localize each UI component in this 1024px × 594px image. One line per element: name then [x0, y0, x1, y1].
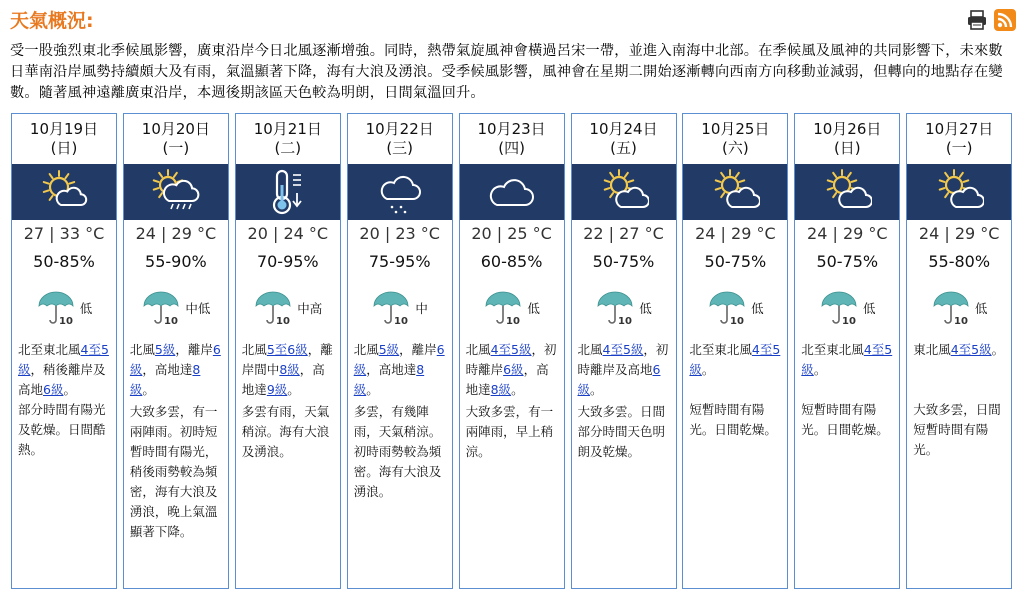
forecast-day [571, 113, 677, 589]
wind-forecast [466, 340, 561, 400]
forecast-day [235, 113, 341, 589]
umbrella-psr-icon [931, 290, 971, 326]
umbrella-psr-icon [595, 290, 635, 326]
forecast-date [12, 120, 116, 158]
thermometer-cold-icon [263, 167, 313, 217]
umbrella-psr-icon [483, 290, 523, 326]
sunny-intervals-icon [710, 167, 760, 217]
forecast-date [124, 120, 228, 158]
wind-text: ，高地達 [366, 362, 417, 377]
beaufort-scale-link[interactable]: 5級 [378, 342, 400, 357]
wind-forecast [801, 340, 896, 380]
date-label: 10月21日 [253, 120, 322, 138]
weekday-label: (一) [162, 139, 190, 157]
wind-text: ，高地達 [241, 362, 325, 397]
wind-text: ，初時離岸 [465, 342, 557, 377]
weekday-label: (日) [833, 139, 861, 157]
wind-text: 。 [366, 382, 379, 397]
weekday-label: (三) [386, 139, 414, 157]
forecast-day [459, 113, 565, 589]
weather-description: 大致多雲，有一兩陣雨。初時短暫時間有陽光，稍後雨勢較為頻密，海有大浪及湧浪，晚上氣溫顯著下降。 [129, 404, 218, 539]
outlook-description: 受一股強烈東北季候風影響，廣東沿岸今日北風逐漸增強。同時，熱帶氣旋風神會橫過呂宋一帶，並進入南海中北部。在季候風及風神的共同影響下，未來數日華南沿岸風勢持續頗大及有雨，氣溫顯著下降，海有大浪及湧浪。受季候風影響，風神會在星期二開始逐漸轉向西南方向移動並減弱，但轉向的地點存在變數。隨著風神遠離廣東沿岸，本週後期該區天色較為明朗，日間氣溫回升。 [10, 43, 1003, 101]
wind-text: 。 [142, 382, 155, 397]
rain-probability-label: 低 [639, 301, 652, 316]
beaufort-scale-link[interactable]: 8級 [353, 362, 425, 397]
header-actions [966, 9, 1016, 31]
wind-forecast [913, 340, 1008, 360]
weather-icon-band [124, 164, 228, 220]
beaufort-scale-link[interactable]: 5級 [154, 342, 176, 357]
humidity-range: 55-90% [145, 252, 207, 271]
wind-forecast [130, 340, 225, 400]
rain-probability [12, 290, 116, 326]
header [0, 0, 1024, 38]
forecast-day [123, 113, 229, 589]
sunny-periods-icon [39, 167, 89, 217]
beaufort-scale-link[interactable]: 4至5級 [689, 342, 781, 377]
forecast-date [907, 120, 1011, 158]
weekday-label: (一) [945, 139, 973, 157]
date-label: 10月26日 [813, 120, 882, 138]
svg-text:10: 10 [164, 316, 179, 326]
umbrella-psr-icon [371, 290, 411, 326]
date-label: 10月20日 [141, 120, 210, 138]
forecast-day [11, 113, 117, 589]
rain-probability-label: 中 [415, 301, 428, 316]
forecast-date [460, 120, 564, 158]
beaufort-scale-link[interactable]: 4至5級 [801, 342, 893, 377]
wind-text: ，離岸 [175, 342, 213, 357]
sunny-showers-icon [151, 167, 201, 217]
weather-description: 多雲，有幾陣雨，天氣稍涼。初時雨勢較為頻密。海有大浪及湧浪。 [353, 404, 442, 499]
wind-text: 。 [511, 382, 524, 397]
sunny-intervals-icon [934, 167, 984, 217]
humidity-range: 75-95% [368, 252, 431, 271]
date-label: 10月23日 [477, 120, 546, 138]
printer-icon[interactable] [966, 9, 988, 31]
humidity-range: 60-85% [480, 252, 543, 271]
beaufort-scale-link[interactable]: 4至5級 [950, 342, 992, 357]
forecast-day [347, 113, 453, 589]
weather-icon-band [795, 164, 899, 220]
temperature-range: 27 | 33 °C [23, 224, 105, 243]
date-label: 10月22日 [365, 120, 434, 138]
beaufort-scale-link[interactable]: 8級 [490, 382, 512, 397]
wind-text: ，初時離岸及高地 [577, 342, 669, 377]
date-label: 10月24日 [589, 120, 658, 138]
wind-text: 。 [590, 382, 603, 397]
umbrella-psr-icon [253, 290, 293, 326]
humidity-range: 50-75% [816, 252, 879, 271]
weather-description: 多雲有雨，天氣稍涼。海有大浪及湧浪。 [241, 404, 330, 459]
page-title: 天氣概況: [10, 10, 94, 32]
rain-probability [572, 290, 676, 326]
umbrella-psr-icon [819, 290, 859, 326]
wind-forecast [18, 340, 113, 400]
temperature-range: 20 | 25 °C [471, 224, 552, 243]
beaufort-scale-link[interactable]: 8級 [279, 362, 300, 377]
temperature-range: 24 | 29 °C [135, 224, 217, 243]
svg-text:10: 10 [506, 316, 521, 326]
weather-description: 短暫時間有陽光。日間乾燥。 [689, 402, 777, 437]
date-label: 10月27日 [925, 120, 994, 138]
svg-text:10: 10 [730, 316, 745, 326]
rain-probability-label: 低 [863, 301, 876, 316]
wind-text: 。 [813, 362, 827, 377]
weather-icon-band [683, 164, 787, 220]
forecast-day [906, 113, 1012, 589]
wind-text: ，離岸間中 [241, 342, 333, 377]
wind-forecast [242, 340, 337, 400]
cloudy-icon [487, 167, 537, 217]
humidity-range: 50-75% [704, 252, 767, 271]
date-label: 10月19日 [29, 120, 99, 138]
date-label: 10月25日 [701, 120, 770, 138]
svg-text:10: 10 [842, 316, 856, 326]
umbrella-psr-icon [36, 290, 76, 326]
showers-icon [375, 167, 425, 217]
sunny-intervals-icon [599, 167, 649, 217]
weather-icon-band [348, 164, 452, 220]
forecast-day [794, 113, 900, 589]
wind-text: ，高地達 [142, 362, 193, 377]
svg-text:10: 10 [618, 316, 633, 326]
wind-text: 北風 [353, 342, 379, 357]
temperature-range: 24 | 29 °C [918, 224, 1000, 243]
umbrella-psr-icon [141, 290, 181, 326]
wind-text: 。 [701, 362, 715, 377]
svg-text:10: 10 [276, 316, 291, 326]
temperature-range: 20 | 24 °C [247, 224, 329, 243]
humidity-range: 50-85% [33, 252, 95, 271]
rain-probability-label: 低 [79, 301, 93, 316]
rain-probability-label: 中高 [297, 301, 323, 316]
wind-text: 東北風 [913, 342, 951, 357]
rain-probability-label: 低 [974, 301, 988, 316]
sunny-intervals-icon [822, 167, 872, 217]
beaufort-scale-link[interactable]: 4至5級 [18, 342, 109, 377]
svg-text:10: 10 [58, 316, 73, 326]
wind-text: ，高地達 [465, 362, 549, 397]
rain-probability-label: 低 [527, 301, 540, 316]
beaufort-scale-link[interactable]: 6級 [577, 362, 661, 397]
weekday-label: (日) [50, 139, 78, 157]
beaufort-scale-link[interactable]: 4至5級 [490, 342, 532, 357]
rain-probability [460, 290, 564, 326]
wind-text: ，離岸 [399, 342, 437, 357]
weather-description: 大致多雲。日間部分時間天色明朗及乾燥。 [577, 404, 666, 459]
forecast-date [236, 120, 340, 158]
rain-probability-label: 中低 [185, 301, 211, 316]
temperature-range: 24 | 29 °C [807, 224, 888, 243]
temperature-range: 20 | 23 °C [359, 224, 440, 243]
rain-probability [795, 290, 899, 326]
beaufort-scale-link[interactable]: 4至5級 [602, 342, 644, 357]
weather-description: 大致多雲，日間短暫時間有陽光。 [913, 402, 1001, 457]
wind-text: 。 [63, 382, 76, 397]
forecast-date [795, 120, 899, 158]
beaufort-scale-link[interactable]: 6級 [503, 362, 524, 377]
weather-icon-band [907, 164, 1011, 220]
wind-text: 。 [287, 382, 300, 397]
wind-text: 北風 [241, 342, 267, 357]
svg-text:10: 10 [953, 316, 968, 326]
weather-description: 部分時間有陽光及乾燥。日間酷熱。 [18, 402, 106, 457]
wind-text: 北至東北風 [689, 342, 752, 357]
rain-probability [236, 290, 340, 326]
weather-description: 大致多雲，有一兩陣雨，早上稍涼。 [465, 404, 554, 459]
weather-icon-band [460, 164, 564, 220]
weather-icon-band [12, 164, 116, 220]
beaufort-scale-link[interactable]: 8級 [129, 362, 201, 397]
weekday-label: (六) [722, 139, 749, 157]
beaufort-scale-link[interactable]: 6級 [43, 382, 64, 397]
beaufort-scale-link[interactable]: 6級 [129, 342, 221, 377]
wind-text: 北風 [129, 342, 155, 357]
temperature-range: 24 | 29 °C [695, 224, 776, 243]
forecast-days [11, 113, 1011, 589]
rss-icon[interactable] [994, 9, 1016, 31]
wind-text: 北風 [465, 342, 491, 357]
wind-text: ，稍後離岸及高地 [18, 362, 106, 397]
humidity-range: 70-95% [256, 252, 319, 271]
rain-probability-label: 低 [751, 301, 764, 316]
umbrella-psr-icon [707, 290, 747, 326]
wind-forecast [578, 340, 673, 400]
weekday-label: (四) [498, 139, 525, 157]
svg-text:10: 10 [394, 316, 409, 326]
weekday-label: (二) [274, 139, 302, 157]
rain-probability [124, 290, 228, 326]
weekday-label: (五) [610, 139, 637, 157]
beaufort-scale-link[interactable]: 5至6級 [266, 342, 308, 357]
wind-forecast [689, 340, 784, 380]
forecast-date [683, 120, 787, 158]
rain-probability [683, 290, 787, 326]
wind-text: 北至東北風 [801, 342, 864, 357]
beaufort-scale-link[interactable]: 6級 [353, 342, 445, 377]
forecast-date [572, 120, 676, 158]
humidity-range: 50-75% [592, 252, 655, 271]
rain-probability [348, 290, 452, 326]
humidity-range: 55-80% [928, 252, 991, 271]
temperature-range: 22 | 27 °C [583, 224, 664, 243]
wind-forecast [354, 340, 449, 400]
weather-icon-band [236, 164, 340, 220]
wind-text: 北至東北風 [18, 342, 81, 357]
weather-icon-band [572, 164, 676, 220]
forecast-date [348, 120, 452, 158]
rain-probability [907, 290, 1011, 326]
beaufort-scale-link[interactable]: 9級 [266, 382, 288, 397]
weather-description: 短暫時間有陽光。日間乾燥。 [801, 402, 889, 437]
wind-text: 北風 [577, 342, 603, 357]
forecast-day [682, 113, 788, 589]
wind-text: 。 [991, 342, 1005, 357]
